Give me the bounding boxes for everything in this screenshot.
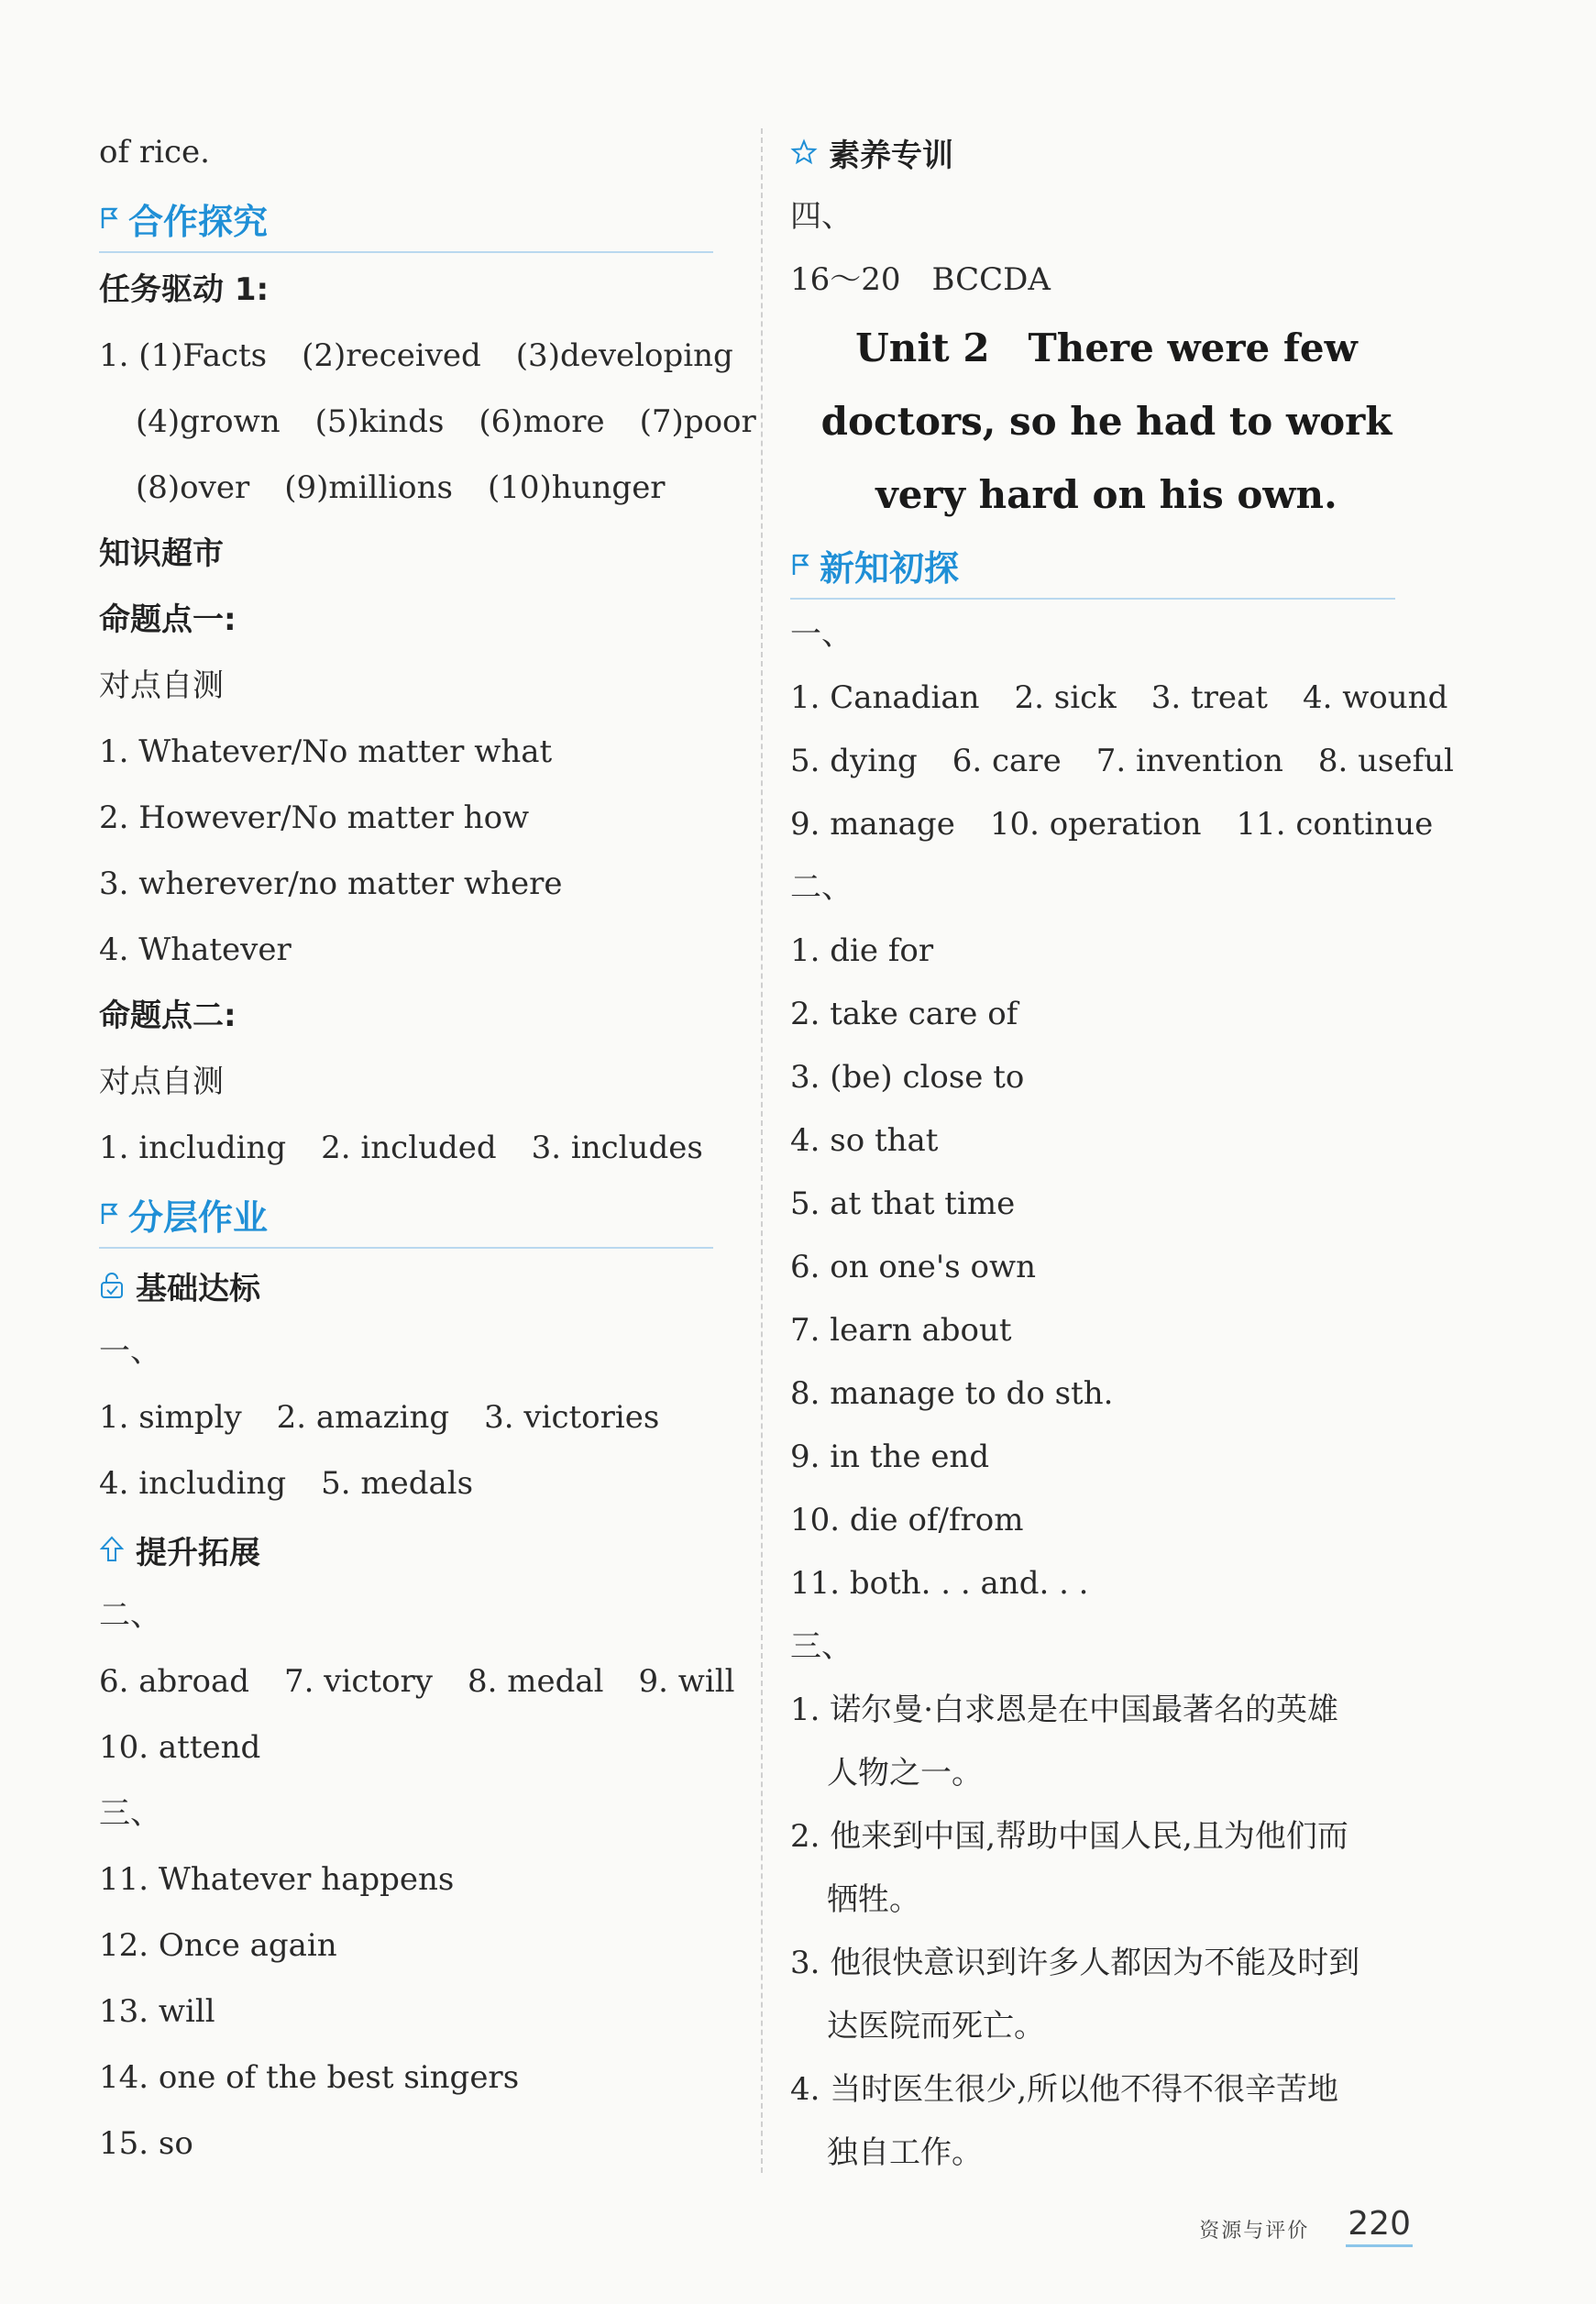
- text-line: 二、: [790, 869, 853, 906]
- answer: (5)kinds: [314, 403, 445, 440]
- answer: 1. including: [99, 1130, 287, 1166]
- page-number: 220: [1346, 2205, 1413, 2247]
- flag-icon: [99, 1202, 119, 1226]
- answer: 2. included: [321, 1130, 497, 1166]
- answer: 6. abroad: [99, 1663, 250, 1700]
- answer: 9. will: [638, 1663, 735, 1700]
- answer-line: 11. Whatever happens: [99, 1861, 455, 1898]
- answer-line: [99, 389, 756, 455]
- unit-title-line: Unit 2 There were few: [855, 325, 1358, 370]
- lock-icon: [99, 1272, 125, 1299]
- answer: 8. useful: [1317, 743, 1454, 779]
- answer-line: 11. both. . . and. . .: [790, 1565, 1089, 1602]
- answer: 9. manage: [790, 806, 955, 843]
- section-title: 新知初探: [820, 547, 960, 589]
- text-line: 二、: [99, 1597, 161, 1634]
- answer-line: 5. at that time: [790, 1185, 1016, 1222]
- answer-line: 12. Once again: [99, 1927, 337, 1964]
- answer-line: 4. so that: [790, 1122, 939, 1159]
- flag-icon: [99, 206, 119, 230]
- subsection-tisheng: [99, 1516, 732, 1582]
- answer-line: [99, 1384, 732, 1450]
- star-icon: [790, 138, 818, 166]
- answer: 3. treat: [1150, 679, 1268, 716]
- section-header-hezuo: [99, 185, 713, 253]
- answer-line: 4. Whatever: [99, 932, 292, 968]
- answer-line: 9. in the end: [790, 1439, 990, 1475]
- answer: 7. victory: [284, 1663, 434, 1700]
- subheading: 命题点二:: [99, 998, 237, 1034]
- answer: 3. victories: [484, 1399, 660, 1436]
- unit-title-line: doctors, so he had to work: [820, 399, 1392, 444]
- subsection-title: 素养专训: [829, 137, 953, 174]
- subsection-title: 基础达标: [136, 1270, 260, 1307]
- answer-line: 1. Whatever/No matter what: [99, 733, 553, 770]
- answer: 11. continue: [1236, 806, 1434, 843]
- text-line: 一、: [790, 616, 853, 653]
- answer: (4)grown: [136, 403, 281, 440]
- answer: 6. care: [952, 743, 1062, 779]
- answer-line: [99, 1648, 735, 1714]
- unit-title-line: very hard on his own.: [875, 472, 1337, 517]
- section-title: 合作探究: [128, 201, 269, 242]
- subheading: 知识超市: [99, 535, 224, 572]
- answer-line: 10. attend: [99, 1729, 261, 1766]
- answer-line: 15. so: [99, 2125, 193, 2162]
- answer: (2)received: [302, 337, 481, 374]
- section-title: 分层作业: [128, 1196, 269, 1238]
- answer-line: 14. one of the best singers: [99, 2059, 520, 2096]
- right-column: [790, 119, 1454, 2185]
- answer: (6)more: [479, 403, 605, 440]
- subsection-suyang: [790, 119, 1450, 185]
- answer: 4. including: [99, 1465, 287, 1502]
- text-line: of rice.: [99, 134, 210, 171]
- translation-line: 3. 他很快意识到许多人都因为不能及时到: [790, 1945, 1360, 1981]
- answer-line: 10. die of/from: [790, 1502, 1024, 1538]
- text-line: 一、: [99, 1333, 161, 1370]
- answer-line: [790, 730, 1454, 793]
- answer: 2. amazing: [276, 1399, 450, 1436]
- answer-line: [99, 1115, 732, 1181]
- answer: 1. simply: [99, 1399, 242, 1436]
- text-line: 对点自测: [99, 667, 224, 704]
- section-header-xinzhi: [790, 532, 1395, 600]
- translation-line: 独自工作。: [827, 2134, 983, 2171]
- task-heading: 任务驱动 1:: [99, 271, 270, 308]
- text-line: 三、: [790, 1628, 853, 1665]
- subheading: 命题点一:: [99, 601, 237, 638]
- translation-line: 牺牲。: [827, 1881, 920, 1918]
- answer-line: [99, 455, 732, 521]
- answer: 1. (1)Facts: [99, 337, 268, 374]
- answer-line: [790, 667, 1450, 730]
- answer: 3. includes: [531, 1130, 703, 1166]
- answer: 1. Canadian: [790, 679, 980, 716]
- translation-line: 4. 当时医生很少,所以他不得不很辛苦地: [790, 2071, 1339, 2108]
- text-line: 四、: [790, 198, 853, 235]
- subsection-title: 提升拓展: [136, 1534, 260, 1571]
- answer: 5. dying: [790, 743, 918, 779]
- page-footer: [1199, 2205, 1413, 2247]
- answer: 5. medals: [321, 1465, 474, 1502]
- flag-icon: [790, 553, 810, 577]
- answer: (7)poor: [639, 403, 756, 440]
- answer: 4. wound: [1302, 679, 1448, 716]
- answer-line: 1. die for: [790, 932, 934, 969]
- left-column: [99, 119, 756, 2177]
- answer: 2. sick: [1014, 679, 1117, 716]
- answer-line: 7. learn about: [790, 1312, 1012, 1349]
- text-line: 三、: [99, 1795, 161, 1832]
- answer-line: 3. wherever/no matter where: [99, 865, 563, 902]
- answer-line: 3. (be) close to: [790, 1059, 1025, 1096]
- translation-line: 人物之一。: [827, 1755, 983, 1791]
- arrow-up-icon: [99, 1535, 125, 1564]
- subsection-jichu: [99, 1252, 732, 1318]
- answer-line: 2. However/No matter how: [99, 799, 530, 836]
- unit-title: [790, 312, 1450, 532]
- translation-line: 达医院而死亡。: [827, 2008, 1045, 2045]
- answer-line: 16～20 BCCDA: [790, 261, 1051, 298]
- answer-line: 2. take care of: [790, 996, 1018, 1032]
- answer-line: [99, 323, 732, 389]
- answer: (9)millions: [284, 469, 453, 506]
- answer: (3)developing: [515, 337, 733, 374]
- section-header-fenceng: [99, 1181, 713, 1249]
- answer: (8)over: [136, 469, 250, 506]
- answer-line: [790, 793, 1450, 856]
- text-line: 对点自测: [99, 1064, 224, 1100]
- translation-line: 2. 他来到中国,帮助中国人民,且为他们而: [790, 1818, 1348, 1855]
- answer-line: 13. will: [99, 1993, 215, 2030]
- footer-source: 资源与评价: [1199, 2220, 1310, 2243]
- answer-line: 8. manage to do sth.: [790, 1375, 1114, 1412]
- answer: 10. operation: [989, 806, 1202, 843]
- answer-line: [99, 1450, 732, 1516]
- answer-line: 6. on one's own: [790, 1249, 1036, 1285]
- answer: 8. medal: [468, 1663, 604, 1700]
- answer: 7. invention: [1095, 743, 1283, 779]
- translation-line: 1. 诺尔曼·白求恩是在中国最著名的英雄: [790, 1692, 1339, 1728]
- answer: (10)hunger: [487, 469, 666, 506]
